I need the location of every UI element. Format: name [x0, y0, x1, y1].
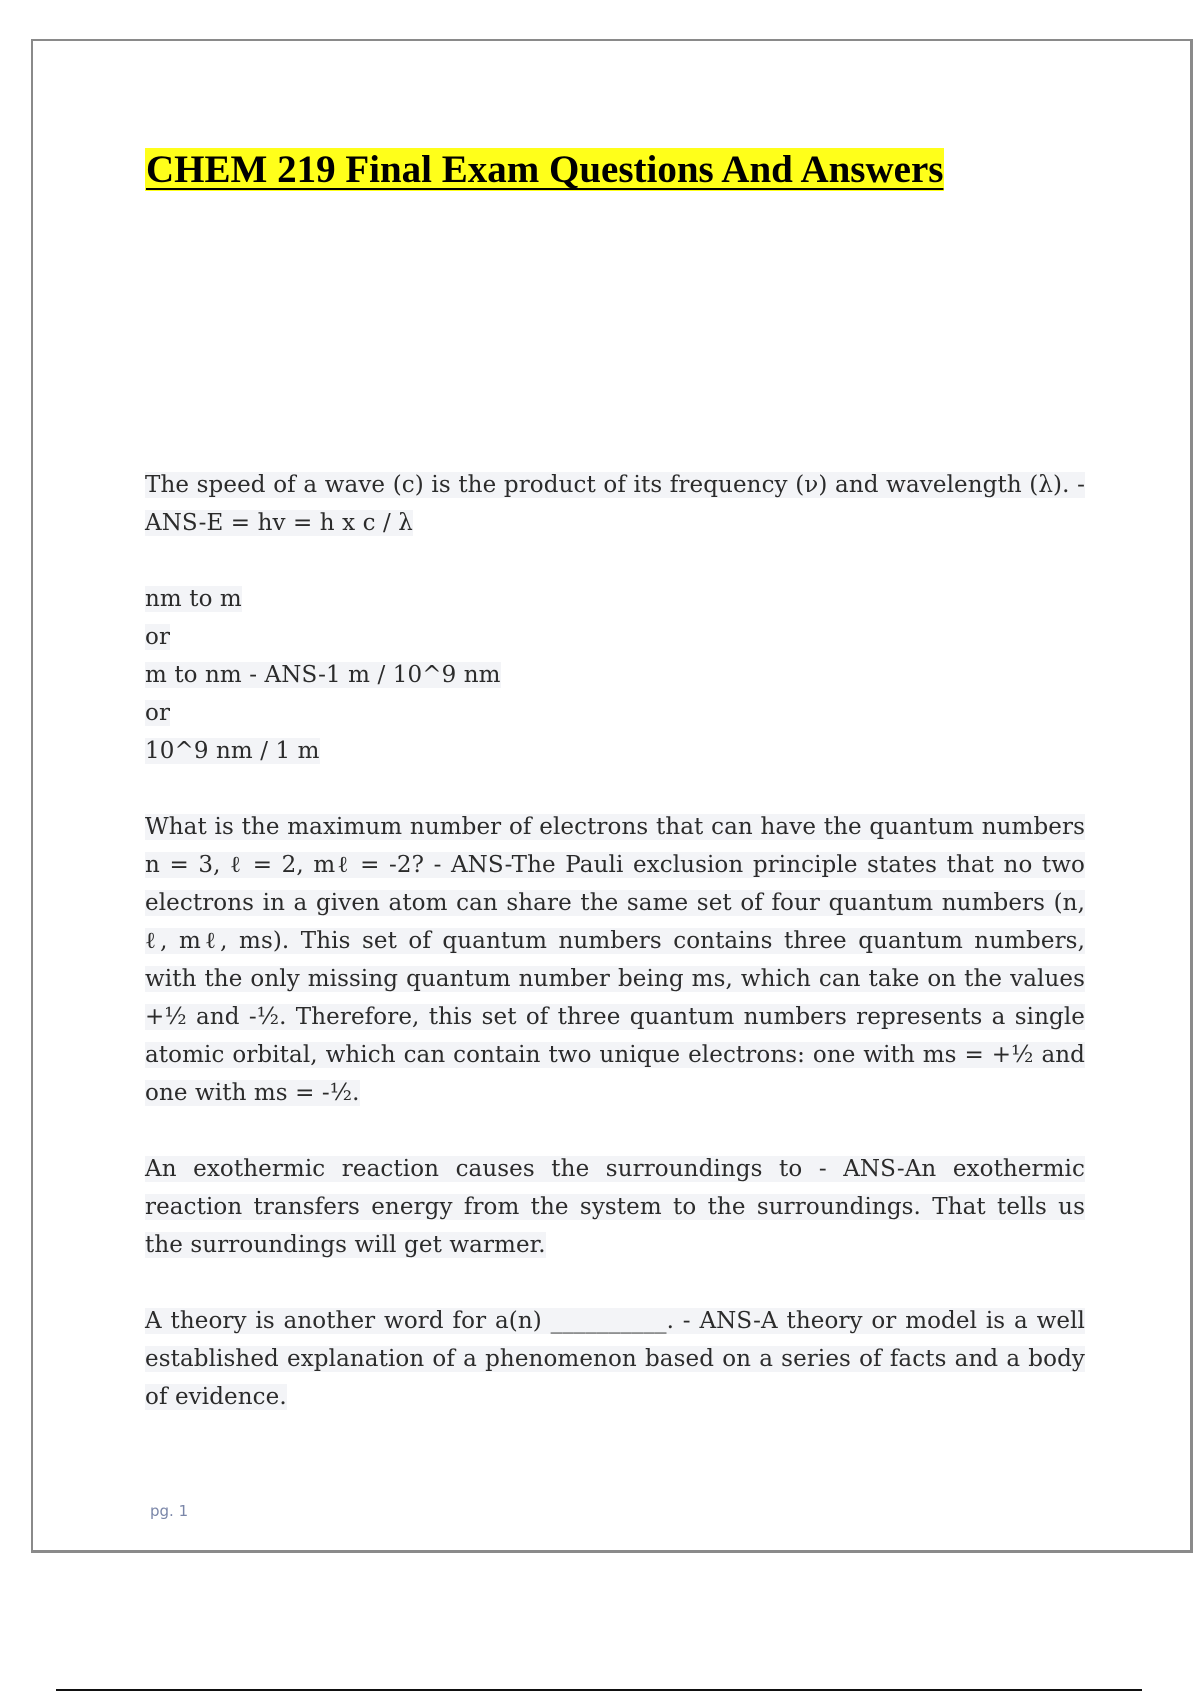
- qa-line: [145, 580, 1085, 618]
- qa-list: [145, 466, 1085, 1454]
- qa-item-theory: [145, 1302, 1085, 1416]
- bottom-rule: [56, 1689, 1142, 1691]
- qa-line-text: nm to m: [145, 586, 242, 612]
- qa-item-exothermic: [145, 1150, 1085, 1264]
- qa-item-unit-conversion: [145, 580, 1085, 770]
- qa-line: [145, 732, 1085, 770]
- qa-item-wave-speed: [145, 466, 1085, 542]
- document-title-text: CHEM 219 Final Exam Questions And Answers: [146, 148, 944, 191]
- qa-line-text: 10^9 nm / 1 m: [145, 738, 320, 764]
- qa-item-text: An exothermic reaction causes the surroundings to - ANS-An exothermic reaction transfers energy from the system to the surroundings. That tells us the surroundings will get warmer.: [145, 1156, 1085, 1258]
- qa-line: [145, 618, 1085, 656]
- qa-item-text: A theory is another word for a(n) __________. - ANS-A theory or model is a well established explanation of a phenomenon based on a series of facts and a body of evidence.: [145, 1308, 1085, 1410]
- qa-line-text: m to nm - ANS-1 m / 10^9 nm: [145, 662, 501, 688]
- qa-line-text: or: [145, 624, 171, 650]
- page-number: pg. 1: [150, 1502, 189, 1520]
- document-title: [145, 145, 944, 195]
- qa-line: [145, 694, 1085, 732]
- qa-item-quantum-numbers: [145, 808, 1085, 1112]
- qa-line-text: or: [145, 700, 171, 726]
- qa-item-text: The speed of a wave (c) is the product of its frequency (ν) and wavelength (λ). - ANS-E = hv = h x c / λ: [145, 472, 1085, 536]
- qa-line: [145, 656, 1085, 694]
- qa-item-text: What is the maximum number of electrons that can have the quantum numbers n = 3, ℓ = 2, mℓ = -2? - ANS-The Pauli exclusion principle states that no two electrons in a given atom can share the same set of four quantum numbers (n, ℓ, mℓ, ms). This set of quantum numbers contains three quantum numbers, with the only missing quantum number being ms, which can take on the values +½ and -½. Therefore, this set of three quantum numbers represents a single atomic orbital, which can contain two unique electrons: one with ms = +½ and one with ms = -½.: [145, 814, 1085, 1106]
